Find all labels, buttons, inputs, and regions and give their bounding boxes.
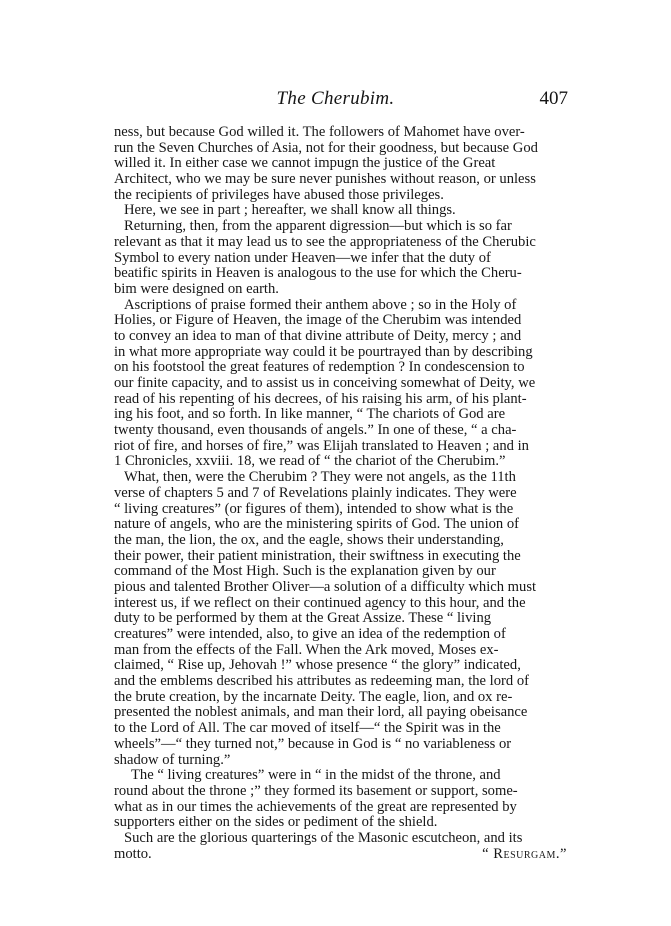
text-line: run the Seven Churches of Asia, not for their goodness, but because God: [114, 140, 538, 156]
text-line: pious and talented Brother Oliver—a solution of a difficulty which must: [114, 579, 537, 595]
text-line: Holies, or Figure of Heaven, the image of the Cherubim was intended: [114, 313, 522, 329]
text-line: relevant as that it may lead us to see the appropriateness of the Cherubic: [114, 234, 536, 250]
paragraph-start-line: Here, we see in part ; hereafter, we shall know all things.: [124, 203, 456, 219]
text-line: duty to be performed by them at the Great Assize. These “ living: [114, 611, 492, 627]
text-line: interest us, if we reflect on their continued agency to this hour, and the: [114, 595, 526, 611]
text-line: wheels”—“ they turned not,” because in God is “ no variableness or: [114, 736, 512, 752]
text-line: nature of angels, who are the ministering spirits of God. The union of: [114, 517, 520, 533]
text-line: beatific spirits in Heaven is analogous to the use for which the Cheru-: [114, 266, 522, 282]
motto-label: motto.: [114, 846, 152, 862]
text-line: claimed, “ Rise up, Jehovah !” whose presence “ the glory” indicated,: [114, 658, 521, 674]
text-line: read of his repenting of his decrees, of his raising his arm, of his plant-: [114, 391, 527, 407]
text-line: the recipients of privileges have abused those privileges.: [114, 187, 444, 203]
body-text: [114, 125, 567, 862]
text-line: presented the noblest animals, and man their lord, all paying obeisance: [114, 705, 528, 721]
text-line: 1 Chronicles, xxviii. 18, we read of “ the chariot of the Cherubim.”: [114, 454, 506, 470]
page-header: [0, 88, 671, 112]
paragraph-start-line: Ascriptions of praise formed their anthem above ; so in the Holy of: [124, 297, 517, 313]
paragraph-start-line: Such are the glorious quarterings of the Masonic escutcheon, and its: [124, 830, 523, 846]
text-line: and the emblems described his attributes as redeeming man, the lord of: [114, 674, 529, 690]
paragraph-start-line: Returning, then, from the apparent digression—but which is so far: [124, 219, 512, 235]
text-line: to convey an idea to man of that divine attribute of Deity, mercy ; and: [114, 328, 522, 344]
text-line: ness, but because God willed it. The followers of Mahomet have over-: [114, 125, 525, 140]
paragraph-start-line: What, then, were the Cherubim ? They were not angels, as the 11th: [124, 470, 516, 486]
text-line: round about the throne ;” they formed its basement or support, some-: [114, 783, 518, 799]
signature: “ Resurgam.”: [482, 846, 567, 862]
text-line: “ living creatures” (or figures of them), intended to show what is the: [114, 501, 514, 517]
text-line: twenty thousand, even thousands of angels.” In one of these, “ a cha-: [114, 423, 517, 439]
text-line: man from the effects of the Fall. When the Ark moved, Moses ex-: [114, 642, 499, 658]
text-line: what as in our times the achievements of the great are represented by: [114, 799, 517, 815]
text-line: supporters either on the sides or pediment of the shield.: [114, 815, 438, 831]
text-line: Architect, who we may be sure never punishes without reason, or unless: [114, 172, 536, 188]
running-title: The Cherubim.: [276, 88, 395, 109]
paragraph-start-line: The “ living creatures” were in “ in the midst of the throne, and: [131, 768, 501, 784]
text-line: ing his foot, and so forth. In like manner, “ The chariots of God are: [114, 407, 506, 423]
text-line: their power, their patient ministration, their swiftness in executing the: [114, 548, 521, 564]
text-line: creatures” were intended, also, to give an idea of the redemption of: [114, 627, 506, 642]
text-line: shadow of turning.”: [114, 752, 231, 768]
text-line: the brute creation, by the incarnate Deity. The eagle, lion, and ox re-: [114, 689, 513, 705]
text-line: command of the Most High. Such is the explanation given by our: [114, 564, 496, 580]
closing-line: [114, 847, 567, 863]
text-line: our finite capacity, and to assist us in conceiving somewhat of Deity, we: [114, 376, 536, 391]
text-line: verse of chapters 5 and 7 of Revelations plainly indicates. They were: [114, 485, 517, 501]
text-line: the man, the lion, the ox, and the eagle, shows their understanding,: [114, 532, 504, 548]
text-line: Symbol to every nation under Heaven—we infer that the duty of: [114, 250, 491, 266]
text-line: on his footstool the great features of redemption ? In condescension to: [114, 360, 525, 376]
text-line: in what more appropriate way could it be pourtrayed than by describing: [114, 344, 533, 360]
text-line: riot of fire, and horses of fire,” was Elijah translated to Heaven ; and in: [114, 438, 529, 454]
text-line: to the Lord of All. The car moved of itself—“ the Spirit was in the: [114, 721, 501, 737]
text-line: willed it. In either case we cannot impugn the justice of the Great: [114, 156, 496, 172]
text-line: bim were designed on earth.: [114, 281, 279, 297]
page-number: 407: [539, 88, 568, 109]
